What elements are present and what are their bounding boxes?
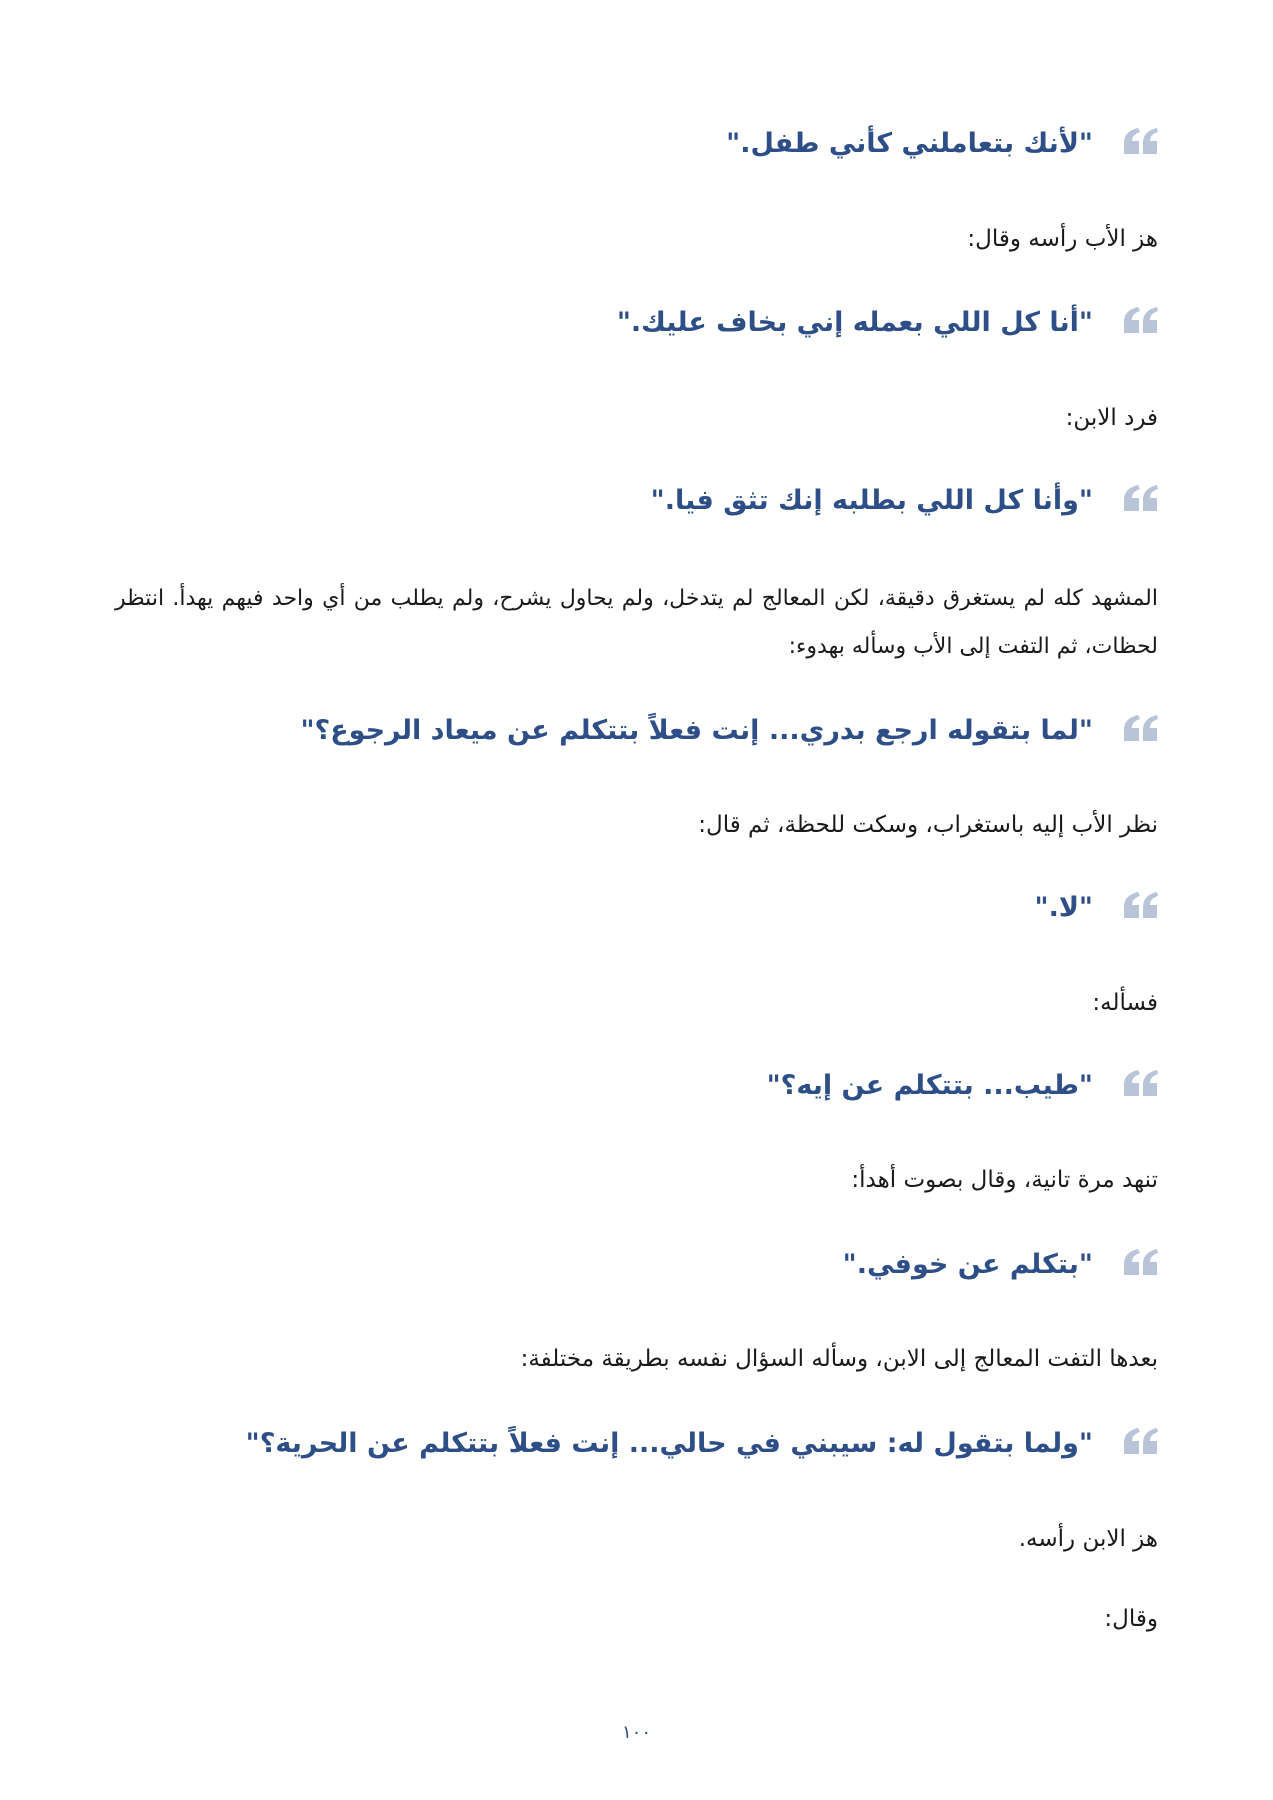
quote-mark-icon — [1124, 1249, 1158, 1275]
narration-7: بعدها التفت المعالج إلى الابن، وسأله السؤال نفسه بطريقة مختلفة: — [520, 1346, 1158, 1372]
quote-6 — [115, 1066, 1158, 1106]
quote-mark-icon — [1124, 485, 1158, 511]
quote-5-text: "لا." — [1034, 892, 1093, 923]
narration-1: هز الأب رأسه وقال: — [967, 226, 1158, 252]
quote-mark-icon — [1124, 128, 1158, 154]
quote-6-text: "طيب... بتتكلم عن إيه؟" — [766, 1070, 1093, 1101]
quote-3-text: "وأنا كل اللي بطلبه إنك تثق فيا." — [650, 485, 1093, 516]
quote-7-text: "بتكلم عن خوفي." — [842, 1249, 1093, 1280]
quote-mark-icon — [1124, 307, 1158, 333]
quote-1 — [115, 124, 1158, 164]
narration-9: وقال: — [1104, 1606, 1158, 1632]
quote-4-text: "لما بتقوله ارجع بدري... إنت فعلاً بتتكلم عن ميعاد الرجوع؟" — [300, 715, 1093, 746]
narration-4: نظر الأب إليه باستغراب، وسكت للحظة، ثم قال: — [698, 812, 1158, 838]
narration-6: تنهد مرة تانية، وقال بصوت أهدأ: — [851, 1167, 1158, 1193]
quote-1-text: "لأنك بتعاملني كأني طفل." — [726, 128, 1093, 159]
quote-8 — [115, 1424, 1158, 1464]
narration-5: فسأله: — [1092, 990, 1158, 1016]
quote-8-text: "ولما بتقول له: سيبني في حالي... إنت فعلاً بتتكلم عن الحرية؟" — [245, 1428, 1093, 1459]
quote-mark-icon — [1124, 1070, 1158, 1096]
quote-4 — [115, 711, 1158, 751]
narration-8: هز الابن رأسه. — [1018, 1526, 1158, 1552]
quote-7 — [115, 1245, 1158, 1285]
page-number: ١٠٠ — [621, 1722, 651, 1743]
quote-mark-icon — [1124, 1428, 1158, 1454]
quote-5 — [115, 888, 1158, 928]
quote-3 — [115, 481, 1158, 521]
quote-mark-icon — [1124, 715, 1158, 741]
quote-mark-icon — [1124, 892, 1158, 918]
narration-3: المشهد كله لم يستغرق دقيقة، لكن المعالج لم يتدخل، ولم يحاول يشرح، ولم يطلب من أي واحد فيهم يهدأ. انتظر لحظات، ثم التفت إلى الأب وسأله بهدوء: — [115, 586, 1158, 659]
quote-2 — [115, 303, 1158, 343]
quote-2-text: "أنا كل اللي بعمله إني بخاف عليك." — [616, 307, 1093, 338]
narration-2: فرد الابن: — [1065, 405, 1158, 431]
